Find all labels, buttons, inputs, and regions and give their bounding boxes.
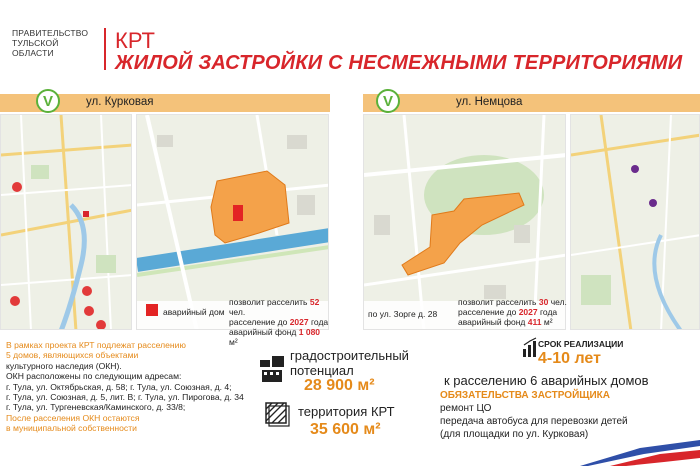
street-left: ул. Курковая — [86, 96, 154, 108]
note-line: культурного наследия (ОКН). — [6, 360, 122, 371]
info-text: позволит расселить — [229, 297, 308, 307]
territory-icon — [263, 400, 293, 435]
potential-value: 28 900 м² — [304, 377, 375, 394]
note-line: г. Тула, ул. Октябрьская, д. 58; г. Тула, ул. Союзная, д. 4; — [6, 381, 232, 392]
people-count: 30 — [538, 297, 549, 307]
page-title-short: КРТ — [115, 28, 155, 53]
chart-icon-svg — [522, 337, 538, 359]
note-line: г. Тула, ул. Тургеневская/Каминского, д. 33/8; — [6, 402, 186, 413]
potential-line: градостроительный — [290, 348, 409, 363]
resettle-year: 2027 — [289, 317, 309, 327]
timeline-label: СРОК РЕАЛИЗАЦИИ — [538, 339, 624, 349]
emergency-house-marker — [233, 205, 243, 221]
flag-stripes-svg — [580, 440, 700, 466]
check-badge-left: V — [36, 89, 60, 113]
resettle-year: 2027 — [518, 307, 538, 317]
header-divider — [104, 28, 106, 70]
obligations-title: ОБЯЗАТЕЛЬСТВА ЗАСТРОЙЩИКА — [440, 390, 610, 401]
map-marker — [82, 286, 92, 296]
obligation-item: (для площадки по ул. Курковая) — [440, 429, 589, 440]
resettle-suffix: года — [310, 317, 329, 327]
note-line: 5 домов, являющихся объектами — [6, 350, 139, 361]
check-badge-right: V — [376, 89, 400, 113]
street-right: ул. Немцова — [456, 96, 523, 108]
buildings-icon — [258, 352, 286, 389]
info-text: позволит расселить — [458, 297, 537, 307]
map-overview-left — [0, 114, 132, 330]
map-marker — [83, 211, 89, 217]
legend-label: аварийный дом — [163, 307, 225, 317]
map-overview-left-svg — [1, 115, 132, 330]
people-count: 52 — [309, 297, 320, 307]
note-line: в муниципальной собственности — [6, 423, 137, 434]
resettle-prefix: расселение до — [229, 317, 288, 327]
map-marker — [84, 306, 94, 316]
map-overview-right — [570, 114, 700, 330]
note-line: После расселения ОКН остаются — [6, 412, 140, 423]
address-label: по ул. Зорге д. 28 — [368, 309, 438, 319]
fund-value: 1 080 — [298, 327, 321, 337]
note-line: ОКН расположены по следующим адресам: — [6, 371, 182, 382]
fund-label: аварийный фонд — [229, 327, 297, 337]
chart-icon — [522, 337, 538, 364]
people-unit: чел. — [229, 307, 246, 317]
map-marker — [96, 320, 106, 330]
obligation-item: ремонт ЦО — [440, 403, 492, 414]
potential-line: потенциал — [290, 363, 354, 378]
map-overview-right-svg — [571, 115, 700, 330]
right-info — [458, 297, 568, 327]
right-band — [363, 94, 700, 112]
people-unit: чел. — [550, 297, 567, 307]
legend-red-square — [146, 304, 158, 316]
fund-unit: м² — [229, 337, 238, 347]
map-marker — [649, 199, 657, 207]
timeline-value: 4-10 лет — [538, 350, 601, 367]
territory-value: 35 600 м² — [310, 421, 381, 438]
map-marker — [12, 182, 22, 192]
flag-stripes — [580, 440, 700, 466]
fund-label: аварийный фонд — [458, 317, 526, 327]
map-marker — [10, 296, 20, 306]
note-line: г. Тула, ул. Союзная, д. 5, лит. В; г. Тула, ул. Пирогова, д. 34 — [6, 392, 244, 403]
territory-icon-svg — [263, 400, 293, 430]
territory-label: территория КРТ — [298, 404, 395, 419]
potential-label — [290, 348, 409, 378]
fund-unit: м² — [543, 317, 553, 327]
org-line: ОБЛАСТИ — [12, 48, 54, 58]
org-line: ПРАВИТЕЛЬСТВО — [12, 28, 89, 38]
obligation-item: передача автобуса для перевозки детей — [440, 416, 628, 427]
org-line: ТУЛЬСКОЙ — [12, 38, 59, 48]
org-name — [12, 28, 88, 58]
okn-notes — [6, 340, 246, 434]
resettle-prefix: расселение до — [458, 307, 517, 317]
fund-value: 411 — [527, 317, 542, 327]
note-line: В рамках проекта КРТ подлежат расселению — [6, 340, 186, 350]
page-title: ЖИЛОЙ ЗАСТРОЙКИ С НЕСМЕЖНЫМИ ТЕРРИТОРИЯМИ — [115, 52, 683, 74]
buildings-icon-svg — [258, 352, 286, 384]
map-marker — [631, 165, 639, 173]
timeline-resettle: к расселению 6 аварийных домов — [444, 373, 649, 388]
resettle-suffix: года — [539, 307, 558, 317]
